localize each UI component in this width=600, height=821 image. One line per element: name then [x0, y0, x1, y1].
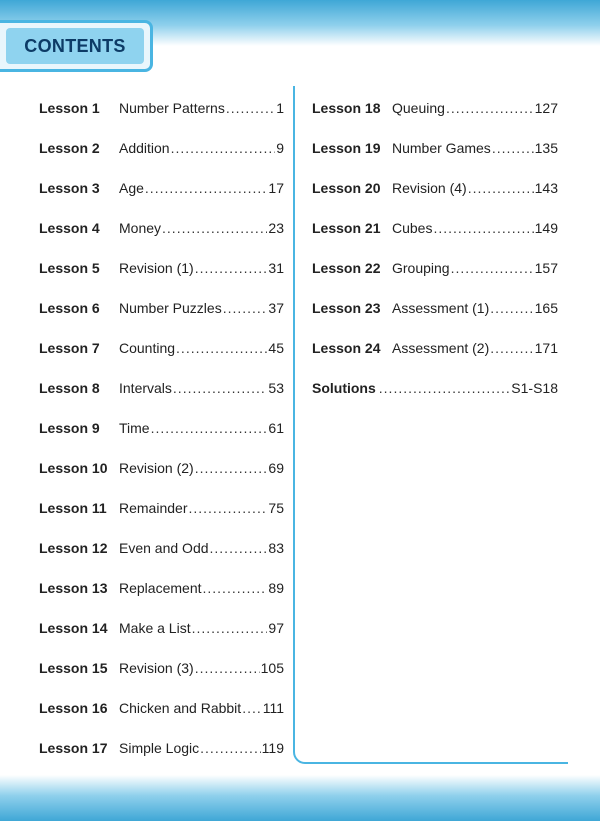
- lesson-title: Time: [119, 420, 150, 436]
- lesson-label: Lesson 9: [39, 420, 100, 436]
- solutions-label: Solutions: [312, 380, 376, 396]
- lesson-title: Addition: [119, 140, 170, 156]
- lesson-label: Lesson 13: [39, 580, 108, 596]
- toc-entry[interactable]: [39, 648, 284, 688]
- lesson-title: Number Puzzles: [119, 300, 222, 316]
- dot-leader: [195, 460, 268, 476]
- lesson-label: Lesson 2: [39, 140, 100, 156]
- toc-entry[interactable]: [39, 248, 284, 288]
- lesson-title: Number Patterns: [119, 100, 225, 116]
- page-number: 111: [262, 700, 284, 716]
- toc-entry[interactable]: [312, 168, 558, 208]
- dot-leader: [492, 140, 534, 156]
- toc-entry[interactable]: [312, 88, 558, 128]
- page-number: 127: [534, 100, 558, 116]
- page-number: 97: [268, 620, 284, 636]
- lesson-label: Lesson 4: [39, 220, 100, 236]
- page-number: 9: [276, 140, 284, 156]
- dot-leader: [176, 340, 267, 356]
- toc-entry[interactable]: [312, 208, 558, 248]
- lesson-title: Money: [119, 220, 162, 236]
- lesson-title: Cubes: [392, 220, 433, 236]
- toc-entry-solutions[interactable]: [312, 368, 558, 408]
- lesson-label: Lesson 23: [312, 300, 381, 316]
- lesson-title: Queuing: [392, 100, 445, 116]
- toc-entry[interactable]: [39, 528, 284, 568]
- lesson-label: Lesson 1: [39, 100, 100, 116]
- dot-leader: [451, 260, 534, 276]
- lesson-label: Lesson 17: [39, 740, 108, 756]
- lesson-title: Remainder: [119, 500, 188, 516]
- lesson-label: Lesson 18: [312, 100, 381, 116]
- lesson-title: Revision (4): [392, 180, 467, 196]
- lesson-title: Assessment (2): [392, 340, 490, 356]
- page-number: 135: [534, 140, 558, 156]
- page-number: 119: [261, 740, 284, 756]
- toc-left-column: [39, 88, 284, 768]
- toc-entry[interactable]: [39, 88, 284, 128]
- toc-entry[interactable]: [39, 328, 284, 368]
- page-number: 83: [268, 540, 284, 556]
- page-number: 171: [534, 340, 558, 356]
- page-number: 23: [268, 220, 284, 236]
- page-number: 69: [268, 460, 284, 476]
- page-number: 105: [260, 660, 284, 676]
- toc-entry[interactable]: [39, 168, 284, 208]
- toc-entry[interactable]: [312, 328, 558, 368]
- lesson-label: Lesson 20: [312, 180, 381, 196]
- dot-leader: [490, 300, 533, 316]
- toc-entry[interactable]: [39, 128, 284, 168]
- lesson-label: Lesson 3: [39, 180, 100, 196]
- dot-leader: [223, 300, 268, 316]
- lesson-label: Lesson 11: [39, 500, 107, 516]
- dot-leader: [203, 580, 268, 596]
- page-number: 157: [534, 260, 558, 276]
- dot-leader: [468, 180, 534, 196]
- toc-entry[interactable]: [312, 248, 558, 288]
- dot-leader: [195, 260, 268, 276]
- bottom-gradient-band: [0, 775, 600, 821]
- toc-entry[interactable]: [39, 408, 284, 448]
- toc-entry[interactable]: [39, 728, 284, 768]
- page-number: 149: [534, 220, 558, 236]
- lesson-label: Lesson 10: [39, 460, 108, 476]
- dot-leader: [242, 700, 262, 716]
- dot-leader: [162, 220, 267, 236]
- dot-leader: [210, 540, 268, 556]
- page-number: 165: [534, 300, 558, 316]
- toc-entry[interactable]: [39, 608, 284, 648]
- page-number: 61: [268, 420, 284, 436]
- lesson-label: Lesson 7: [39, 340, 100, 356]
- lesson-title: Age: [119, 180, 144, 196]
- toc-entry[interactable]: [39, 688, 284, 728]
- lesson-label: Lesson 22: [312, 260, 381, 276]
- page-number: S1-S18: [511, 380, 558, 396]
- dot-leader: [173, 380, 268, 396]
- toc-entry[interactable]: [39, 488, 284, 528]
- dot-leader: [226, 100, 275, 116]
- page-number: 17: [268, 180, 284, 196]
- lesson-label: Lesson 19: [312, 140, 381, 156]
- toc-entry[interactable]: [312, 128, 558, 168]
- lesson-label: Lesson 5: [39, 260, 100, 276]
- toc-right-column: [312, 88, 558, 408]
- page-number: 143: [534, 180, 558, 196]
- lesson-title: Replacement: [119, 580, 202, 596]
- lesson-title: Chicken and Rabbit: [119, 700, 242, 716]
- dot-leader: [433, 220, 533, 236]
- lesson-title: Assessment (1): [392, 300, 490, 316]
- contents-title-tab: [0, 20, 153, 72]
- lesson-title: Even and Odd: [119, 540, 209, 556]
- lesson-label: Lesson 8: [39, 380, 100, 396]
- page-number: 89: [268, 580, 284, 596]
- dot-leader: [151, 420, 268, 436]
- lesson-label: Lesson 15: [39, 660, 108, 676]
- lesson-label: Lesson 6: [39, 300, 100, 316]
- lesson-title: Counting: [119, 340, 176, 356]
- toc-entry[interactable]: [39, 368, 284, 408]
- page-title: CONTENTS: [24, 35, 126, 56]
- lesson-label: Lesson 16: [39, 700, 108, 716]
- toc-entry[interactable]: [39, 448, 284, 488]
- lesson-title: Make a List: [119, 620, 191, 636]
- lesson-title: Simple Logic: [119, 740, 200, 756]
- lesson-label: Lesson 21: [312, 220, 381, 236]
- page-number: 1: [276, 100, 284, 116]
- dot-leader: [446, 100, 534, 116]
- dot-leader: [145, 180, 268, 196]
- lesson-label: Lesson 12: [39, 540, 108, 556]
- lesson-label: Lesson 14: [39, 620, 108, 636]
- page-number: 53: [268, 380, 284, 396]
- page-number: 75: [268, 500, 284, 516]
- page-number: 45: [268, 340, 284, 356]
- lesson-label: Lesson 24: [312, 340, 381, 356]
- dot-leader: [200, 740, 261, 756]
- dot-leader: [192, 620, 268, 636]
- dot-leader: [379, 380, 511, 396]
- page-number: 31: [268, 260, 284, 276]
- dot-leader: [490, 340, 533, 356]
- lesson-title: Grouping: [392, 260, 450, 276]
- page-number: 37: [268, 300, 284, 316]
- lesson-title: Revision (3): [119, 660, 194, 676]
- lesson-title: Intervals: [119, 380, 172, 396]
- toc-entry[interactable]: [39, 568, 284, 608]
- dot-leader: [171, 140, 276, 156]
- lesson-title: Revision (1): [119, 260, 194, 276]
- dot-leader: [195, 660, 260, 676]
- lesson-title: Revision (2): [119, 460, 194, 476]
- contents-title-inner: [6, 28, 144, 64]
- toc-entry[interactable]: [39, 208, 284, 248]
- toc-entry[interactable]: [39, 288, 284, 328]
- toc-entry[interactable]: [312, 288, 558, 328]
- lesson-title: Number Games: [392, 140, 491, 156]
- dot-leader: [188, 500, 267, 516]
